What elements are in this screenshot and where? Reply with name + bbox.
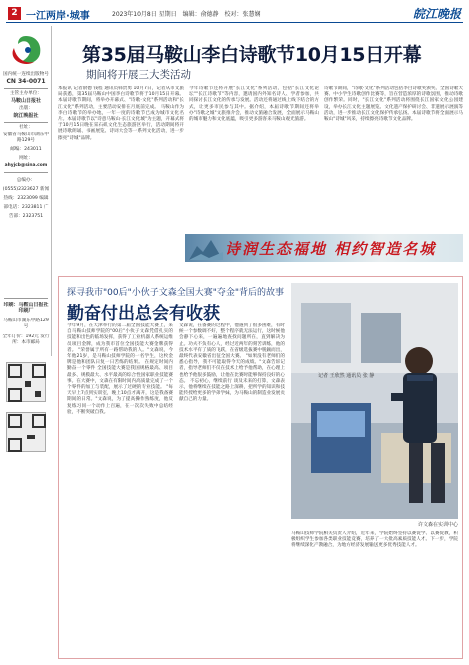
host-value: 马鞍山日报社 [10,98,41,104]
feature-byline: 记者 王欣然 通讯员 张 静 [318,373,375,379]
section-title: 一江两岸·城事 [26,11,90,22]
page-subheadline: 期间将开展三大类活动 [86,69,191,81]
postcode: 邮编：243011 [10,147,42,152]
address-value: 安徽省马鞍山市湖东中路129号 [3,132,49,143]
article-column-3: 诗歌节期间，"诗歌·文化"系列活动包括李白诗歌奖颁奖、全国诗歌大赛、中小学生诗歌创作比赛等，旨在营造浓厚的诗歌氛围，推动诗歌创作繁荣。同时，"长江文化"系列活动将围绕长江国家文化公园建设，举办长江文化主题展览、文化遗产保护研讨会、非遗展示展演等活动，进一步推动长江文化保护传承弘扬。本届诗歌节将全面展示马鞍山"诗城"风采，持续擦亮诗歌节文化品牌。 [324,86,463,123]
page-number: 2 [8,7,21,20]
issue-date: 2023年10月8日 星期日 [112,11,177,18]
ad-banner [185,234,463,262]
photo-caption: 许文森在实训中心 [417,522,458,528]
feature-column-2: 文森说，在备赛的过程中，他遇到了很多困难，有时候一个参数调不好，整个程序就无法运行，这时候他会静下心来，一遍遍地查找问题所在，直到解决为止。功夫不负有心人，经过近两年的刻苦训练，他的技术水平有了质的飞跃，在省级选拔赛中脱颖而出，最终代表安徽省出征全国大赛。 "如果没有老师们的悉心指导，我不可能取得今天的成绩。"文森告诉记者，指导老师们不仅在技术上给予他帮助，在心理上也给予他很多鼓励，让他在比赛时能够保持良好的心态。 不忘初心，继续前行 谈及未来的打算，文森表示，他将继续在技能之路上深耕，把所学的知识和技能传授给更多的学弟学妹，为马鞍山的制造业发展贡献自己的力量。 [179,323,285,403]
proofreader-credit: 校对：张慧娴 [224,11,261,18]
mountain-landscape-icon [189,236,223,260]
feature-title: 勤奋付出总会有收获 [67,304,220,324]
publisher-label: 出版： [19,106,33,111]
masthead-logo: 皖江晚报 [412,7,461,21]
cn-number: CN 34-0071 [6,78,46,85]
feature-column-1: 今年9月，在天津举行的第二届全国技能大赛上，来自马鞍山技师学院的"00后"小伙子文森凭借扎实的技能和出色的临场发挥，获得了工业机器人系统运维员项目金牌，成为我市首位全国技能大赛金牌获得者。 "荣誉属于所有一路帮助我的人。"文森说，今年他21岁，是马鞍山技师学院的一名学生，这枚金牌是他和团队日复一日苦练的结果。 在规定时间内勤奋一个零件 全国技能大赛是我国规格最高、项目最多、规模最大、水平最高的综合性国家职业技能赛事。在大赛中，文森在有限时间内高质量完成了一个个零件的加工与装配，展示了过硬的专业技能。 "每天早上7点到实训室，晚上10点才离开，这是我备赛期间的日常。"文森说，为了提高操作熟练度，他反复练习同一个动作上百遍，在一次次失败中总结经验，不断突破自我。 [67,323,173,415]
printer-address: 马鞍山市湖东中路129号 [3,318,49,329]
website-label: 网址： [19,156,33,161]
address-label: 社址： [19,125,33,130]
paper-serial-label: 国内统一连续出版物号 [3,72,49,77]
editor-credit: 编辑：俞德静 [182,11,219,18]
page-header [6,6,463,23]
feature-kicker: 探寻我市"00后"小伙子文森全国大赛"夺金"背后的故事 [67,288,285,298]
newspaper-logo-icon [6,30,46,70]
publication-info-column [0,26,52,356]
dateline [112,9,265,18]
left-lower-column [0,358,52,658]
printer-label: 印刷：马鞍山日报社印刷厂 [3,302,49,314]
article-column-1: 本报讯 记者俞德 钱程 通讯员韩贵勇 10月7日，记者从市文旅局获悉，第35届马鞍山中国李白诗歌节将于10月15日开幕。本届诗歌节期间，将举办开幕式、"诗歌·文化"系列活动和"长江文化"系列活动，主要活动安排在月底前完成。 马鞍山作为李白诗歌节的举办地，一年一度的诗歌节已成为城市文化名片。本届诗歌节以"诗意马鞍山·长江文化城"为主题，开幕式将于10月15日晚在采石矶文化生态旅游区举行，活动期间将开展诗歌朗诵、书画展览、诗词大会等一系列文化活动，进一步擦亮"诗城"品牌。 [58,86,184,141]
feature-story [58,276,463,659]
workshop-photo-image [291,283,458,519]
feature-photo [291,283,458,519]
page-headline: 第35届马鞍山李白诗歌节10月15日开幕 [82,44,422,66]
website-value: ahyjcb@sina.com [4,163,48,168]
feature-column-3: 马鞍山技师学院相关负责人介绍，近年来，学院始终坚持以赛促学、以赛促教，积极组织学生参加各类职业技能竞赛，培养了一大批高素质技能人才。下一步，学院将继续深化产教融合，为地方经济发展输送更多优秀技能人才。 [291,531,458,549]
subscription-info: 全年订价：192元 发行所：本市邮局 [2,334,50,345]
ad-slogan: 诗润生态福地 相约智造名城 [225,240,437,258]
article-column-2: 今年诗歌节还将开展"长江文化"系列活动，包括"长江文化论坛""长江诗歌节"等内容，邀请国内外知名诗人、学者参加，共同探讨长江文化的传承与发展。活动还将通过线上线下结合的方式，让更多市民参与其中。据介绍，本届诗歌节期间还将举办"诗歌之城"文旅推介会，推动文旅融合发展，全面展示马鞍山的城市魅力和文化底蕴，吸引更多游客来马鞍山观光旅游。 [189,86,319,123]
phone-list: 总编办：(0555)2323627 新闻热线：2323099 编辑部电话：2323811 广告部：2323751 [2,178,50,219]
qr-code-icon [6,362,46,402]
second-qr-code-icon [6,412,46,452]
host-label: 主管主办单位： [9,91,43,96]
publisher-value: 皖江晚报社 [13,113,39,119]
